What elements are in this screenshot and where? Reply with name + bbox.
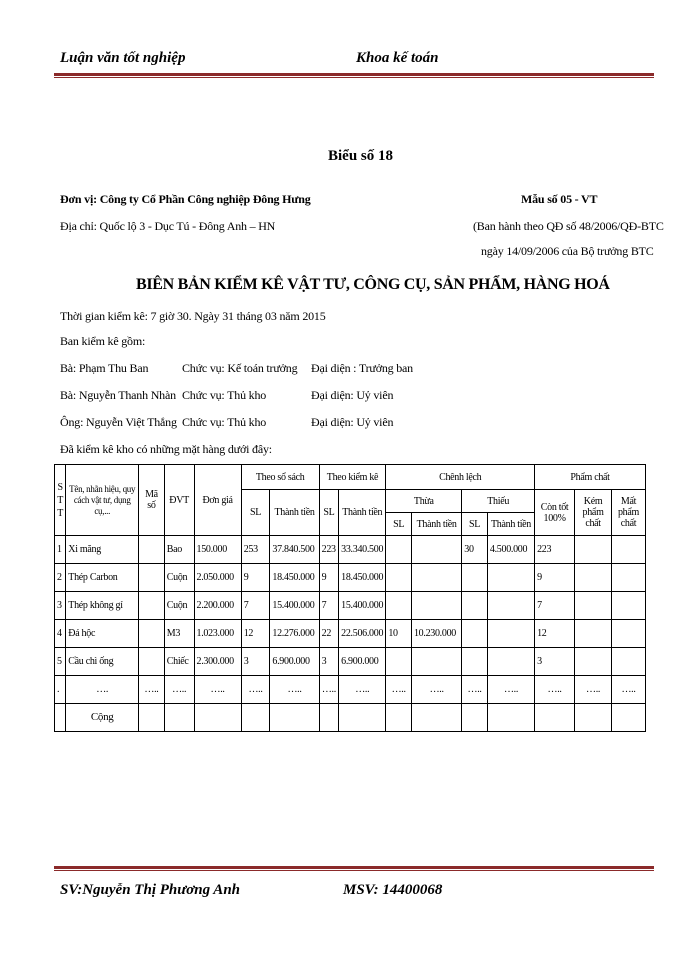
cell-unit: Cuộn [164,564,194,592]
footer-student: SV:Nguyễn Thị Phương Anh [60,882,240,898]
cell-price: 2.050.000 [194,564,241,592]
member-name: Ông: Nguyễn Việt Thắng [60,415,177,429]
table-row [55,564,646,592]
cell-shortage-qty [462,592,488,620]
cell-unit: Bao [164,536,194,564]
header-rule-thin [54,77,654,78]
cell-price: 150.000 [194,536,241,564]
table-row [55,536,646,564]
cell-stt: 3 [55,592,66,620]
cell-poor [575,564,612,592]
table-row-ellipsis [55,676,646,704]
cell-code [139,620,165,648]
cell-empty [462,704,488,732]
cell-shortage-qty [462,648,488,676]
cell-book-amount: 15.400.000 [270,592,319,620]
address-line: Địa chỉ: Quốc lộ 3 - Dục Tú - Đông Anh – HN [60,219,276,233]
cell-shortage-qty: 30 [462,536,488,564]
header-code: Mã số [139,465,165,536]
cell-surplus-amount [411,648,461,676]
cell-empty [55,704,66,732]
cell-code [139,564,165,592]
cell-count-amount: 6.900.000 [339,648,386,676]
cell-count-qty: 223 [319,536,338,564]
cell-lost [612,648,646,676]
cell-shortage-amount: 4.500.000 [487,536,534,564]
cell-empty [194,704,241,732]
header-stt: S T T [55,465,66,536]
member-name: Bà: Nguyễn Thanh Nhàn [60,388,176,402]
cell-dots: ….. [535,676,575,704]
cell-stt: 4 [55,620,66,648]
cell-surplus-amount [411,592,461,620]
cell-dots: ….. [575,676,612,704]
header-count: Theo kiểm kê [319,465,386,490]
header-rule [54,73,654,76]
table-row [55,620,646,648]
total-label: Cộng [66,704,139,732]
cell-count-qty: 7 [319,592,338,620]
cell-surplus-qty [386,648,412,676]
table-row [55,648,646,676]
header-poor: Kém phẩm chất [575,490,612,536]
cell-dots: ….. [139,676,165,704]
cell-empty [270,704,319,732]
cell-shortage-amount [487,592,534,620]
header-shortage-qty: SL [462,513,488,536]
cell-book-amount: 18.450.000 [270,564,319,592]
cell-lost [612,592,646,620]
cell-unit: Cuộn [164,592,194,620]
header-thesis-label: Luận văn tốt nghiệp [60,50,186,66]
footer-rule [54,866,654,869]
form-number: Mẫu số 05 - VT [521,192,598,206]
member-role: Đại diện: Uỷ viên [311,415,394,429]
cell-name: Thép không gỉ [66,592,139,620]
member-position: Chức vụ: Thủ kho [182,415,267,429]
cell-book-qty: 12 [241,620,270,648]
cell-dots: ….. [411,676,461,704]
cell-surplus-qty [386,564,412,592]
cell-code [139,592,165,620]
cell-empty [386,704,412,732]
cell-count-qty: 3 [319,648,338,676]
cell-empty [612,704,646,732]
cell-dots: ….. [339,676,386,704]
member-name: Bà: Phạm Thu Ban [60,361,149,375]
member-role: Đại diện : Trưởng ban [311,361,413,375]
header-shortage-amount: Thành tiền [487,513,534,536]
header-difference: Chênh lệch [386,465,535,490]
cell-unit: Chiếc [164,648,194,676]
cell-poor [575,648,612,676]
header-shortage: Thiếu [462,490,535,513]
cell-shortage-amount [487,648,534,676]
cell-shortage-qty [462,620,488,648]
cell-name: Đá hộc [66,620,139,648]
cell-good: 3 [535,648,575,676]
cell-unit: M3 [164,620,194,648]
header-book-qty: SL [241,490,270,536]
cell-book-amount: 6.900.000 [270,648,319,676]
cell-book-qty: 7 [241,592,270,620]
cell-empty [487,704,534,732]
cell-price: 1.023.000 [194,620,241,648]
cell-shortage-amount [487,564,534,592]
cell-empty [164,704,194,732]
header-unit: ĐVT [164,465,194,536]
cell-empty [241,704,270,732]
header-department-label: Khoa kế toán [356,50,439,66]
footer-student-id: MSV: 14400068 [343,882,443,898]
cell-surplus-qty: 10 [386,620,412,648]
cell-good: 7 [535,592,575,620]
footer-rule-thin [54,870,654,871]
cell-dots: ….. [487,676,534,704]
cell-dots: ….. [194,676,241,704]
cell-dots: ….. [241,676,270,704]
cell-count-amount: 18.450.000 [339,564,386,592]
cell-poor [575,536,612,564]
cell-book-qty: 3 [241,648,270,676]
cell-surplus-qty [386,592,412,620]
cell-empty [139,704,165,732]
cell-dots: ….. [386,676,412,704]
form-title: Biểu số 18 [328,148,394,164]
cell-dots: ….. [612,676,646,704]
cell-empty [339,704,386,732]
cell-stt: 1 [55,536,66,564]
cell-empty [575,704,612,732]
cell-count-qty: 9 [319,564,338,592]
cell-dots: ….. [462,676,488,704]
header-quality: Phẩm chất [535,465,646,490]
cell-lost [612,564,646,592]
cell-code [139,648,165,676]
header-unit-price: Đơn giá [194,465,241,536]
member-position: Chức vụ: Thủ kho [182,388,267,402]
header-surplus-qty: SL [386,513,412,536]
cell-empty [411,704,461,732]
intro-line: Đã kiểm kê kho có những mặt hàng dưới đây: [60,442,272,456]
cell-empty [535,704,575,732]
header-lost: Mất phẩm chất [612,490,646,536]
cell-stt: 5 [55,648,66,676]
cell-book-amount: 37.840.500 [270,536,319,564]
issued-line-2: ngày 14/09/2006 của Bộ trưởng BTC [481,244,654,258]
header-count-qty: SL [319,490,338,536]
cell-count-amount: 15.400.000 [339,592,386,620]
cell-surplus-qty [386,536,412,564]
cell-count-amount: 22.506.000 [339,620,386,648]
cell-poor [575,620,612,648]
cell-book-amount: 12.276.000 [270,620,319,648]
inventory-table [54,464,646,732]
header-surplus: Thừa [386,490,462,513]
member-role: Đại diện: Uỷ viên [311,388,394,402]
cell-book-qty: 9 [241,564,270,592]
cell-shortage-amount [487,620,534,648]
document-title: BIÊN BẢN KIỂM KÊ VẬT TƯ, CÔNG CỤ, SẢN PHẨM, HÀNG HOÁ [136,276,610,293]
cell-dots: ….. [319,676,338,704]
cell-good: 9 [535,564,575,592]
unit-line: Đơn vị: Công ty Cổ Phần Công nghiệp Đông Hưng [60,192,311,206]
cell-surplus-amount [411,536,461,564]
header-book: Theo sổ sách [241,465,319,490]
cell-name: Xi măng [66,536,139,564]
cell-surplus-amount: 10.230.000 [411,620,461,648]
header-book-amount: Thành tiền [270,490,319,536]
cell-dots: ….. [164,676,194,704]
issued-line-1: (Ban hành theo QĐ số 48/2006/QĐ-BTC [473,219,664,233]
cell-stt: 2 [55,564,66,592]
cell-book-qty: 253 [241,536,270,564]
committee-label: Ban kiểm kê gồm: [60,334,146,348]
cell-poor [575,592,612,620]
table-row [55,592,646,620]
cell-empty [319,704,338,732]
cell-count-amount: 33.340.500 [339,536,386,564]
cell-price: 2.300.000 [194,648,241,676]
cell-code [139,536,165,564]
cell-count-qty: 22 [319,620,338,648]
header-surplus-amount: Thành tiền [411,513,461,536]
table-row-total [55,704,646,732]
cell-name: …. [66,676,139,704]
cell-lost [612,620,646,648]
cell-good: 12 [535,620,575,648]
cell-price: 2.200.000 [194,592,241,620]
cell-stt: . [55,676,66,704]
cell-dots: ….. [270,676,319,704]
cell-name: Thép Carbon [66,564,139,592]
member-position: Chức vụ: Kế toán trưởng [182,361,298,375]
inventory-time: Thời gian kiểm kê: 7 giờ 30. Ngày 31 tháng 03 năm 2015 [60,309,326,323]
cell-surplus-amount [411,564,461,592]
cell-shortage-qty [462,564,488,592]
cell-lost [612,536,646,564]
cell-good: 223 [535,536,575,564]
header-item-name: Tên, nhãn hiệu, quy cách vật tư, dụng cụ,... [66,465,139,536]
header-count-amount: Thành tiền [339,490,386,536]
header-good: Còn tốt 100% [535,490,575,536]
cell-name: Cầu chì ống [66,648,139,676]
